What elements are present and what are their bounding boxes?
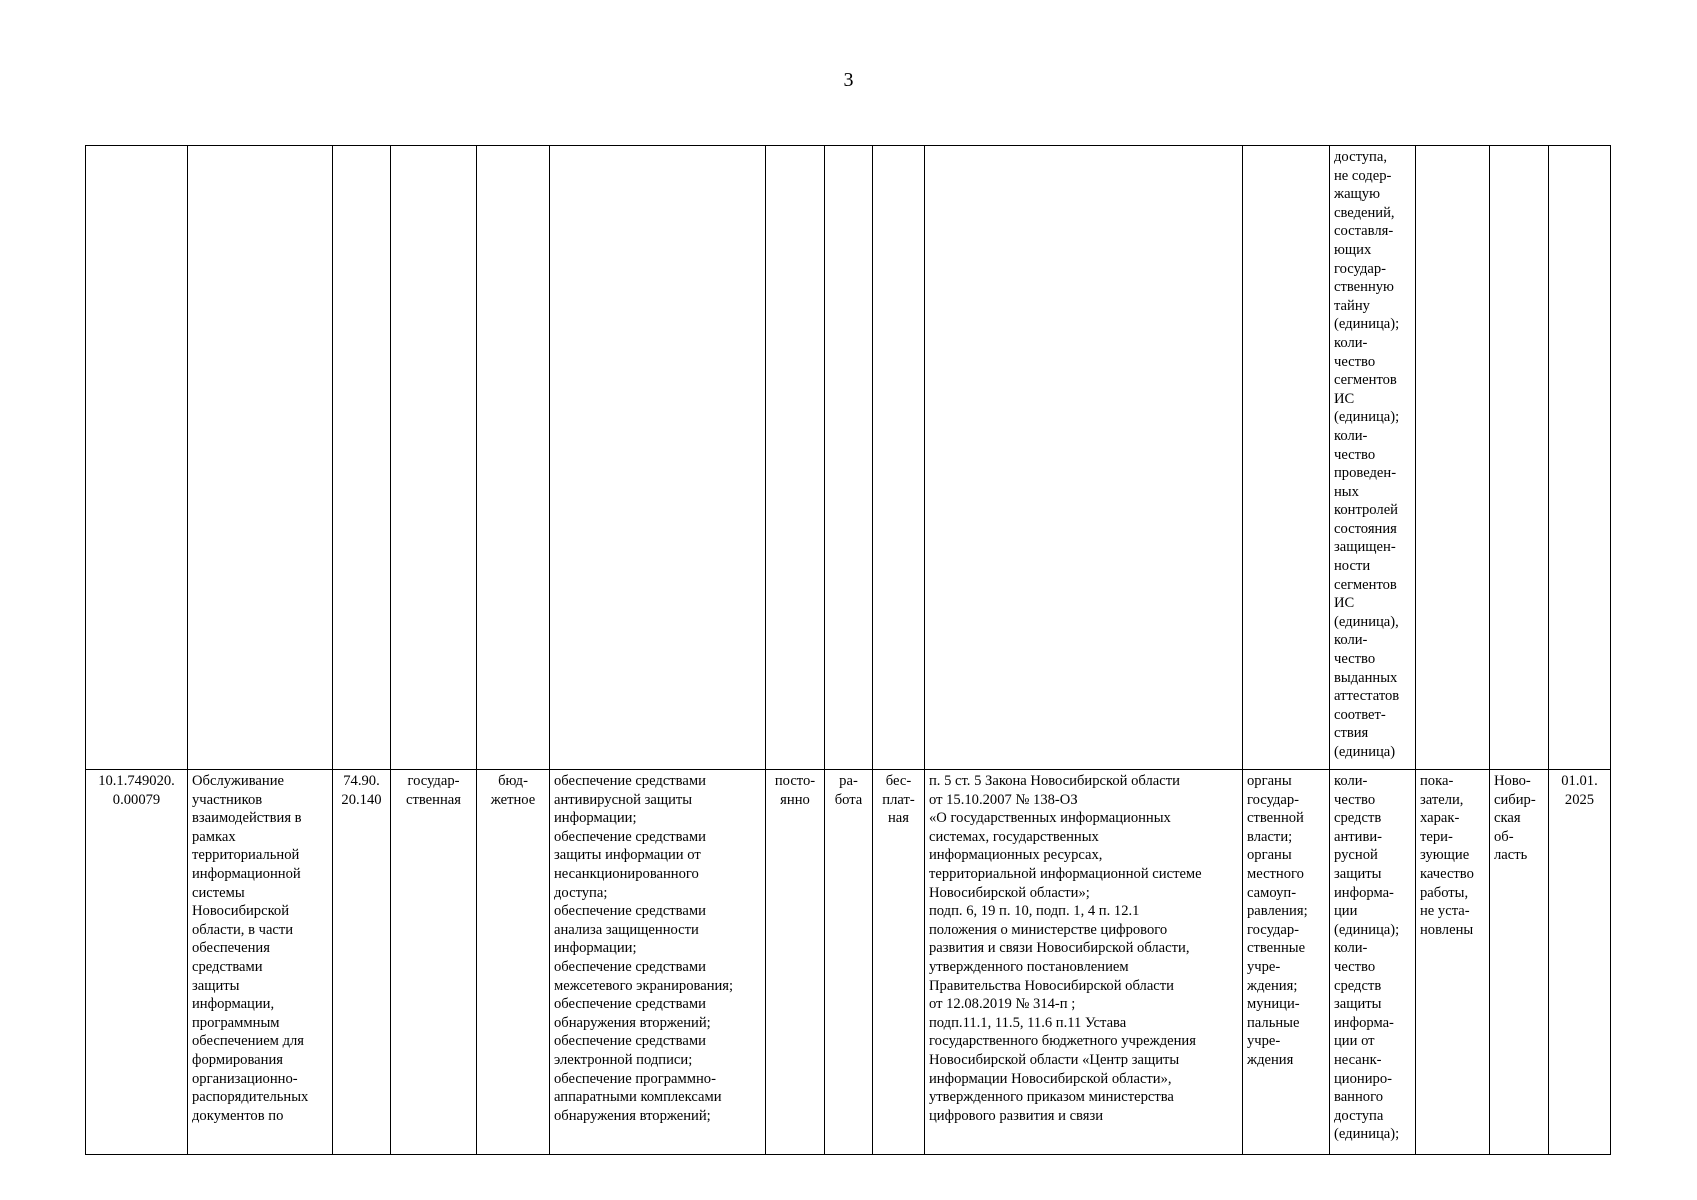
cell-service-name <box>188 770 333 1155</box>
cell-okved <box>333 770 391 1155</box>
service-code: 10.1.749020. 0.00079 <box>98 773 175 808</box>
cell-content <box>550 146 766 770</box>
founder-type: государ- ственная <box>406 773 461 808</box>
periodicity: посто- янно <box>774 773 816 808</box>
cell-territory <box>1490 146 1549 770</box>
service-content: обеспечение средствами антивирусной защиты информации; обеспечение средствами защиты информации от несанкционированного доступа; обеспечение средствами анализа защищенности информации; обеспечение средствами межсетевого экранирования; обеспечение средствами обнаружения вторжений; обеспечение средствами электронной подписи; обеспечение программно- аппаратными комплексами обнаружения вторжений; <box>554 773 734 1124</box>
table-row-main <box>86 770 1611 1155</box>
cell-code <box>86 146 188 770</box>
page-number: 3 <box>843 69 854 91</box>
cell-code <box>86 770 188 1155</box>
cell-institution-type <box>477 770 550 1155</box>
cell-legal-basis <box>925 770 1243 1155</box>
cell-consumers <box>1243 146 1330 770</box>
cell-founder-type <box>391 770 477 1155</box>
table-row-continuation <box>86 146 1611 770</box>
quality-indicators: пока- затели, харак- тери- зующие качество работы, не уста- новлены <box>1420 773 1474 938</box>
cell-kind <box>825 770 873 1155</box>
cell-institution-type <box>477 146 550 770</box>
service-kind: ра- бота <box>834 773 863 808</box>
cell-quality-indicators <box>1416 146 1490 770</box>
cell-quality-indicators <box>1416 770 1490 1155</box>
cell-founder-type <box>391 146 477 770</box>
institution-type: бюд- жетное <box>490 773 536 808</box>
cell-content <box>550 770 766 1155</box>
effective-date: 01.01. 2025 <box>1561 773 1598 808</box>
registry-table <box>85 145 1611 1155</box>
territory: Ново- сибир- ская об- ласть <box>1494 773 1536 864</box>
consumers: органы государ- ственной власти; органы местного самоуп- равления; государ- ственные учре- ждения; муници- пальные учре- ждения <box>1247 773 1308 1068</box>
cell-payment <box>873 146 925 770</box>
volume-indicators: коли- чество средств антиви- русной защиты информа- ции (единица); коли- чество средств защиты информа- ции от несанк- циониро- ванного доступа (единица); <box>1334 773 1400 1143</box>
cell-consumers <box>1243 770 1330 1155</box>
legal-basis: п. 5 ст. 5 Закона Новосибирской области от 15.10.2007 № 138-ОЗ «О государственных информационных системах, государственных информационных ресурсах, территориальной информационной системе Новосибирской области»; подп. 6, 19 п. 10, подп. 1, 4 п. 12.1 положения о министерстве цифрового развития и связи Новосибирской области, утвержденного постановлением Правительства Новосибирской области от 12.08.2019 № 314-п ; подп.11.1, 11.5, 11.6 п.11 Устава государственного бюджетного учреждения Новосибирской области «Центр защиты информации Новосибирской области», утвержденного приказом министерства цифрового развития и связи <box>929 773 1202 1124</box>
cell-volume-indicators <box>1330 770 1416 1155</box>
service-name: Обслуживание участников взаимодействия в рамках территориальной информационной системы Новосибирской области, в части обеспечения средствами защиты информации, программным обеспечением для формирования организационно- распорядительных документов по <box>192 773 309 1124</box>
cell-date <box>1549 770 1611 1155</box>
cell-periodicity <box>766 146 825 770</box>
cell-territory <box>1490 770 1549 1155</box>
volume-indicators-text: доступа, не содер- жащую сведений, составля- ющих государ- ственную тайну (единица); коли- чество сегментов ИС (единица); коли- чество проведен- ных контролей состояния защищен- ности сегментов ИС (единица), коли- чество выданных аттестатов соответ- ствия (единица) <box>1334 149 1400 760</box>
okved-code: 74.90. 20.140 <box>341 773 382 808</box>
cell-service-name <box>188 146 333 770</box>
cell-kind <box>825 146 873 770</box>
cell-payment <box>873 770 925 1155</box>
cell-date <box>1549 146 1611 770</box>
cell-okved <box>333 146 391 770</box>
payment-type: бес- плат- ная <box>882 773 915 827</box>
cell-periodicity <box>766 770 825 1155</box>
cell-volume-indicators <box>1330 146 1416 770</box>
cell-legal-basis <box>925 146 1243 770</box>
